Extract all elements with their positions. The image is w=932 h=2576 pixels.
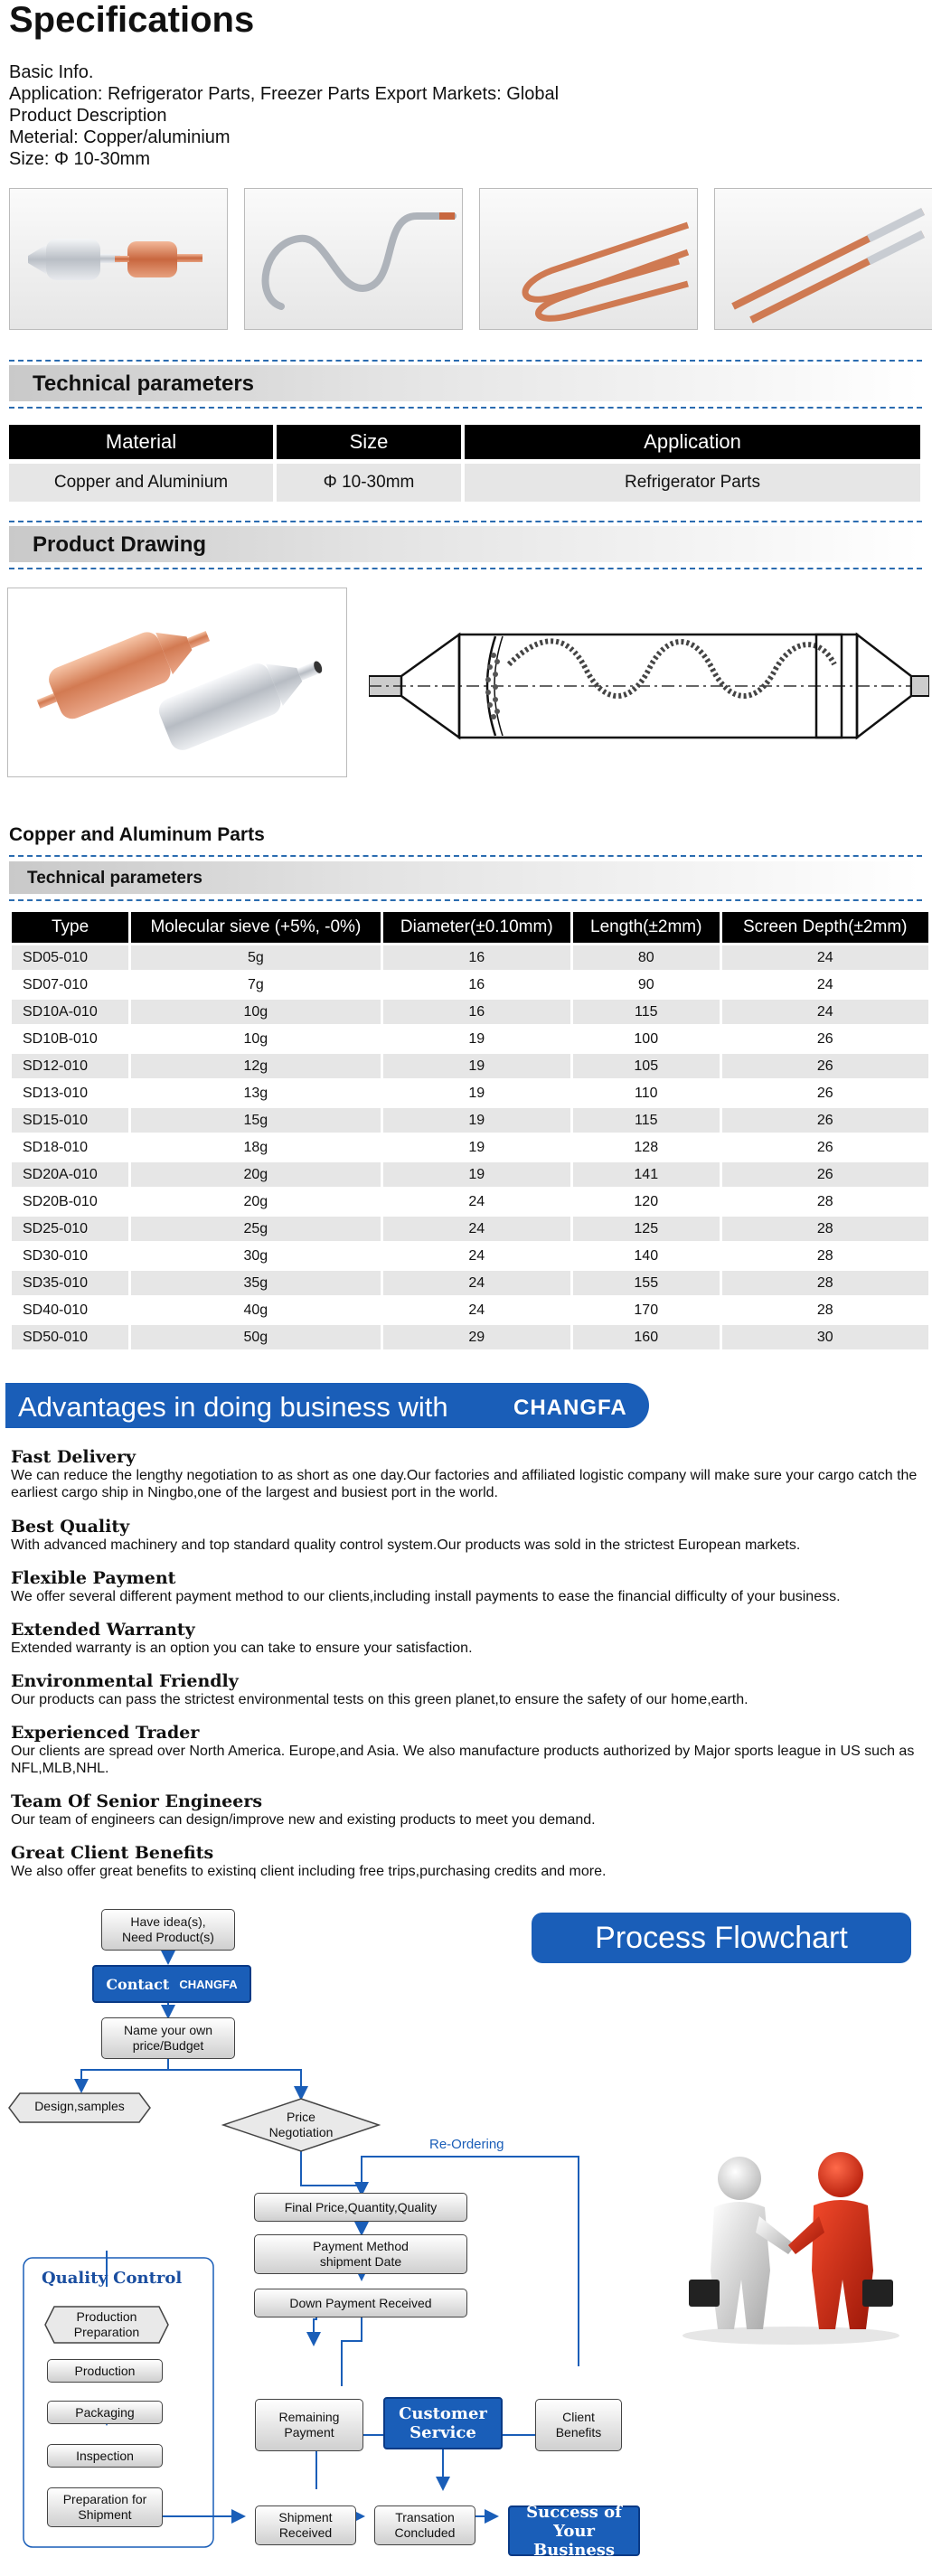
cell-molecular-sieve: 5g <box>131 945 380 970</box>
advantage-item <box>11 1671 919 1708</box>
parts-table <box>9 909 931 1352</box>
step-contact <box>92 1965 251 2003</box>
basic-info <box>9 61 559 170</box>
table-row <box>12 1135 928 1160</box>
cell-diameter: 19 <box>383 1081 570 1105</box>
section-divider <box>9 521 922 522</box>
cell-screen-depth: 28 <box>722 1189 929 1214</box>
product-photo-hook-tube <box>244 188 463 330</box>
step-final-price: Final Price,Quantity,Quality <box>254 2193 467 2222</box>
cell-screen-depth: 26 <box>722 1027 929 1051</box>
section-title: Product Drawing <box>33 532 207 557</box>
table-header-row <box>12 912 928 943</box>
advantage-title: Extended Warranty <box>11 1620 195 1640</box>
cell-molecular-sieve: 15g <box>131 1108 380 1133</box>
section-title: Technical parameters <box>33 371 255 396</box>
basic-info-line: Application: Refrigerator Parts, Freezer Parts Export Markets: Global <box>9 84 560 104</box>
cell-material: Copper and Aluminium <box>9 464 273 502</box>
table-row <box>12 1081 928 1105</box>
qc-step-packaging: Packaging <box>47 2401 163 2424</box>
advantage-item <box>11 1723 919 1777</box>
cell-molecular-sieve: 7g <box>131 973 380 997</box>
advantage-title: Fast Delivery <box>11 1447 137 1467</box>
step-production-preparation: Production Preparation <box>73 2309 140 2339</box>
cell-molecular-sieve: 30g <box>131 1244 380 1268</box>
step-have-idea: Have idea(s), Need Product(s) <box>101 1909 235 1951</box>
advantage-text: We can reduce the lengthy negotiation to as short as one day.Our factories and affiliated logistic company will make sure your cargo catch the earliest cargo ship in Ningbo,one of the largest and busiest port in the world. <box>11 1468 918 1500</box>
advantage-item <box>11 1447 919 1501</box>
cell-molecular-sieve: 12g <box>131 1054 380 1078</box>
basic-info-line: Size: Φ 10-30mm <box>9 149 151 169</box>
cell-diameter: 29 <box>383 1325 570 1349</box>
cell-length: 115 <box>573 1000 719 1024</box>
column-header-molecular-sieve: Molecular sieve (+5%, -0%) <box>131 912 380 943</box>
advantage-item <box>11 1791 919 1829</box>
cell-length: 105 <box>573 1054 719 1078</box>
advantage-text: Our products can pass the strictest environmental tests on this green planet,to ensure the safety of our home,earth. <box>11 1692 748 1707</box>
cell-molecular-sieve: 25g <box>131 1217 380 1241</box>
step-customer-service: Customer Service <box>383 2397 503 2449</box>
cell-length: 120 <box>573 1189 719 1214</box>
cell-screen-depth: 24 <box>722 973 929 997</box>
cell-diameter: 16 <box>383 973 570 997</box>
cell-size: Φ 10-30mm <box>277 464 461 502</box>
cell-type: SD20B-010 <box>12 1189 128 1214</box>
table-row <box>12 1162 928 1187</box>
qc-step-production: Production <box>47 2359 163 2383</box>
process-flowchart-banner: Process Flowchart <box>532 1913 911 1963</box>
cell-molecular-sieve: 35g <box>131 1271 380 1295</box>
advantage-item <box>11 1517 919 1554</box>
cell-screen-depth: 28 <box>722 1217 929 1241</box>
cell-length: 80 <box>573 945 719 970</box>
cell-length: 128 <box>573 1135 719 1160</box>
advantage-text: We also offer great benefits to existinq client including free trips,purchasing credits and more. <box>11 1864 607 1879</box>
cell-type: SD07-010 <box>12 973 128 997</box>
step-client-benefits: Client Benefits <box>535 2399 622 2451</box>
cell-length: 155 <box>573 1271 719 1295</box>
advantage-title: Environmental Friendly <box>11 1671 239 1691</box>
advantage-title: Best Quality <box>11 1517 130 1537</box>
cell-screen-depth: 24 <box>722 945 929 970</box>
column-header-length: Length(±2mm) <box>573 912 719 943</box>
cell-diameter: 16 <box>383 945 570 970</box>
cell-length: 141 <box>573 1162 719 1187</box>
cell-molecular-sieve: 20g <box>131 1189 380 1214</box>
cell-screen-depth: 26 <box>722 1135 929 1160</box>
parts-section-title: Copper and Aluminum Parts <box>9 824 265 845</box>
table-row <box>12 1027 928 1051</box>
table-row <box>12 1244 928 1268</box>
cell-type: SD25-010 <box>12 1217 128 1241</box>
cell-length: 90 <box>573 973 719 997</box>
product-drawing-photo <box>7 588 347 777</box>
section-divider <box>9 568 922 569</box>
advantage-title: Experienced Trader <box>11 1723 200 1743</box>
cell-length: 140 <box>573 1244 719 1268</box>
cell-screen-depth: 30 <box>722 1325 929 1349</box>
table-row <box>12 1298 928 1322</box>
cell-screen-depth: 28 <box>722 1298 929 1322</box>
cell-screen-depth: 24 <box>722 1000 929 1024</box>
table-row <box>12 1217 928 1241</box>
cell-molecular-sieve: 40g <box>131 1298 380 1322</box>
quality-control-title: Quality Control <box>42 2269 183 2288</box>
page-title: Specifications <box>9 0 255 40</box>
cell-diameter: 16 <box>383 1000 570 1024</box>
advantage-text: We offer several different payment method to our clients,including install payments to ease the financial difficulty of your business. <box>11 1589 841 1604</box>
basic-info-line: Meterial: Copper/aluminium <box>9 127 231 147</box>
step-price-negotiation: Price Negotiation <box>268 2110 334 2139</box>
cell-type: SD10A-010 <box>12 1000 128 1024</box>
cell-molecular-sieve: 13g <box>131 1081 380 1105</box>
advantage-title: Great Client Benefits <box>11 1843 214 1863</box>
section-divider <box>9 855 922 857</box>
table-row <box>12 1271 928 1295</box>
table-row <box>12 1108 928 1133</box>
cell-screen-depth: 28 <box>722 1271 929 1295</box>
cell-screen-depth: 28 <box>722 1244 929 1268</box>
basic-info-line: Basic Info. <box>9 62 94 82</box>
table-row <box>12 1054 928 1078</box>
step-name-price: Name your own price/Budget <box>101 2017 235 2059</box>
product-photo-filters <box>9 188 228 330</box>
table-row <box>12 1325 928 1349</box>
cell-length: 160 <box>573 1325 719 1349</box>
qc-step-inspection: Inspection <box>47 2444 163 2468</box>
product-photo-u-tubes <box>479 188 698 330</box>
step-design-samples: Design,samples <box>34 2099 125 2113</box>
product-photo-straight-tubes <box>714 188 932 330</box>
section-divider <box>9 360 922 362</box>
basic-info-line: Product Description <box>9 106 167 126</box>
advantage-title: Flexible Payment <box>11 1568 176 1588</box>
cell-diameter: 19 <box>383 1108 570 1133</box>
cell-type: SD10B-010 <box>12 1027 128 1051</box>
cell-diameter: 24 <box>383 1298 570 1322</box>
cell-molecular-sieve: 50g <box>131 1325 380 1349</box>
cell-screen-depth: 26 <box>722 1162 929 1187</box>
section-divider <box>9 407 922 409</box>
re-ordering-label: Re-Ordering <box>429 2137 504 2152</box>
cell-screen-depth: 26 <box>722 1054 929 1078</box>
cell-length: 170 <box>573 1298 719 1322</box>
advantage-item <box>11 1843 919 1880</box>
cell-diameter: 24 <box>383 1189 570 1214</box>
step-remaining-payment: Remaining Payment <box>255 2399 363 2451</box>
handshake-illustration <box>669 2144 913 2352</box>
cell-type: SD50-010 <box>12 1325 128 1349</box>
step-success: Success of Your Business <box>508 2505 640 2556</box>
cell-type: SD13-010 <box>12 1081 128 1105</box>
column-header-diameter: Diameter(±0.10mm) <box>383 912 570 943</box>
contact-label: Contact <box>106 1975 170 1993</box>
advantages-banner-text: Advantages in doing business with <box>18 1391 448 1423</box>
cell-type: SD35-010 <box>12 1271 128 1295</box>
table-row <box>12 1189 928 1214</box>
column-header-size: Size <box>277 425 461 459</box>
advantages-banner <box>5 1383 649 1428</box>
cell-length: 115 <box>573 1108 719 1133</box>
parts-table-body <box>12 945 928 1349</box>
column-header-application: Application <box>465 425 920 459</box>
cell-diameter: 24 <box>383 1244 570 1268</box>
cell-length: 125 <box>573 1217 719 1241</box>
cell-type: SD05-010 <box>12 945 128 970</box>
advantage-item <box>11 1620 919 1657</box>
cell-screen-depth: 26 <box>722 1108 929 1133</box>
cell-type: SD30-010 <box>12 1244 128 1268</box>
cell-diameter: 24 <box>383 1217 570 1241</box>
cell-type: SD40-010 <box>12 1298 128 1322</box>
cell-diameter: 19 <box>383 1135 570 1160</box>
step-shipment-received: Shipment Received <box>255 2505 356 2545</box>
cell-type: SD18-010 <box>12 1135 128 1160</box>
advantage-title: Team Of Senior Engineers <box>11 1791 263 1811</box>
product-drawing-header <box>9 526 920 562</box>
advantage-text: Our team of engineers can design/improve new and existing products to meet you demand. <box>11 1812 596 1828</box>
cell-length: 110 <box>573 1081 719 1105</box>
cell-diameter: 19 <box>383 1162 570 1187</box>
contact-brand: CHANGFA <box>179 1977 238 1991</box>
table-row <box>12 945 928 970</box>
cell-application: Refrigerator Parts <box>465 464 920 502</box>
cell-molecular-sieve: 10g <box>131 1000 380 1024</box>
parts-technical-header <box>9 861 920 894</box>
cell-type: SD20A-010 <box>12 1162 128 1187</box>
step-payment-method: Payment Method shipment Date <box>254 2234 467 2274</box>
cell-length: 100 <box>573 1027 719 1051</box>
column-header-material: Material <box>9 425 273 459</box>
advantage-item <box>11 1568 919 1605</box>
filter-drier-drawing <box>369 615 929 759</box>
table-row <box>12 1000 928 1024</box>
column-header-type: Type <box>12 912 128 943</box>
qc-step-preparation-shipment: Preparation for Shipment <box>47 2487 163 2527</box>
cell-molecular-sieve: 20g <box>131 1162 380 1187</box>
cell-molecular-sieve: 10g <box>131 1027 380 1051</box>
section-subtitle: Technical parameters <box>27 869 202 888</box>
cell-screen-depth: 26 <box>722 1081 929 1105</box>
cell-diameter: 19 <box>383 1054 570 1078</box>
cell-molecular-sieve: 18g <box>131 1135 380 1160</box>
step-down-payment: Down Payment Received <box>254 2289 467 2317</box>
cell-type: SD12-010 <box>12 1054 128 1078</box>
advantage-text: With advanced machinery and top standard quality control system.Our products was sold in the strictest European markets. <box>11 1537 801 1553</box>
step-transation-concluded: Transation Concluded <box>374 2505 475 2545</box>
cell-diameter: 24 <box>383 1271 570 1295</box>
cell-diameter: 19 <box>383 1027 570 1051</box>
brand-logo-text: CHANGFA <box>513 1396 627 1420</box>
column-header-screen-depth: Screen Depth(±2mm) <box>722 912 929 943</box>
technical-parameters-header <box>9 365 920 401</box>
section-divider <box>9 899 922 901</box>
cell-type: SD15-010 <box>12 1108 128 1133</box>
advantage-text: Our clients are spread over North America. Europe,and Asia. We also manufacture products authorized by Major sports league in US such as NFL,MLB,NHL. <box>11 1744 915 1776</box>
table-row <box>12 973 928 997</box>
advantage-text: Extended warranty is an option you can take to ensure your satisfaction. <box>11 1641 473 1656</box>
